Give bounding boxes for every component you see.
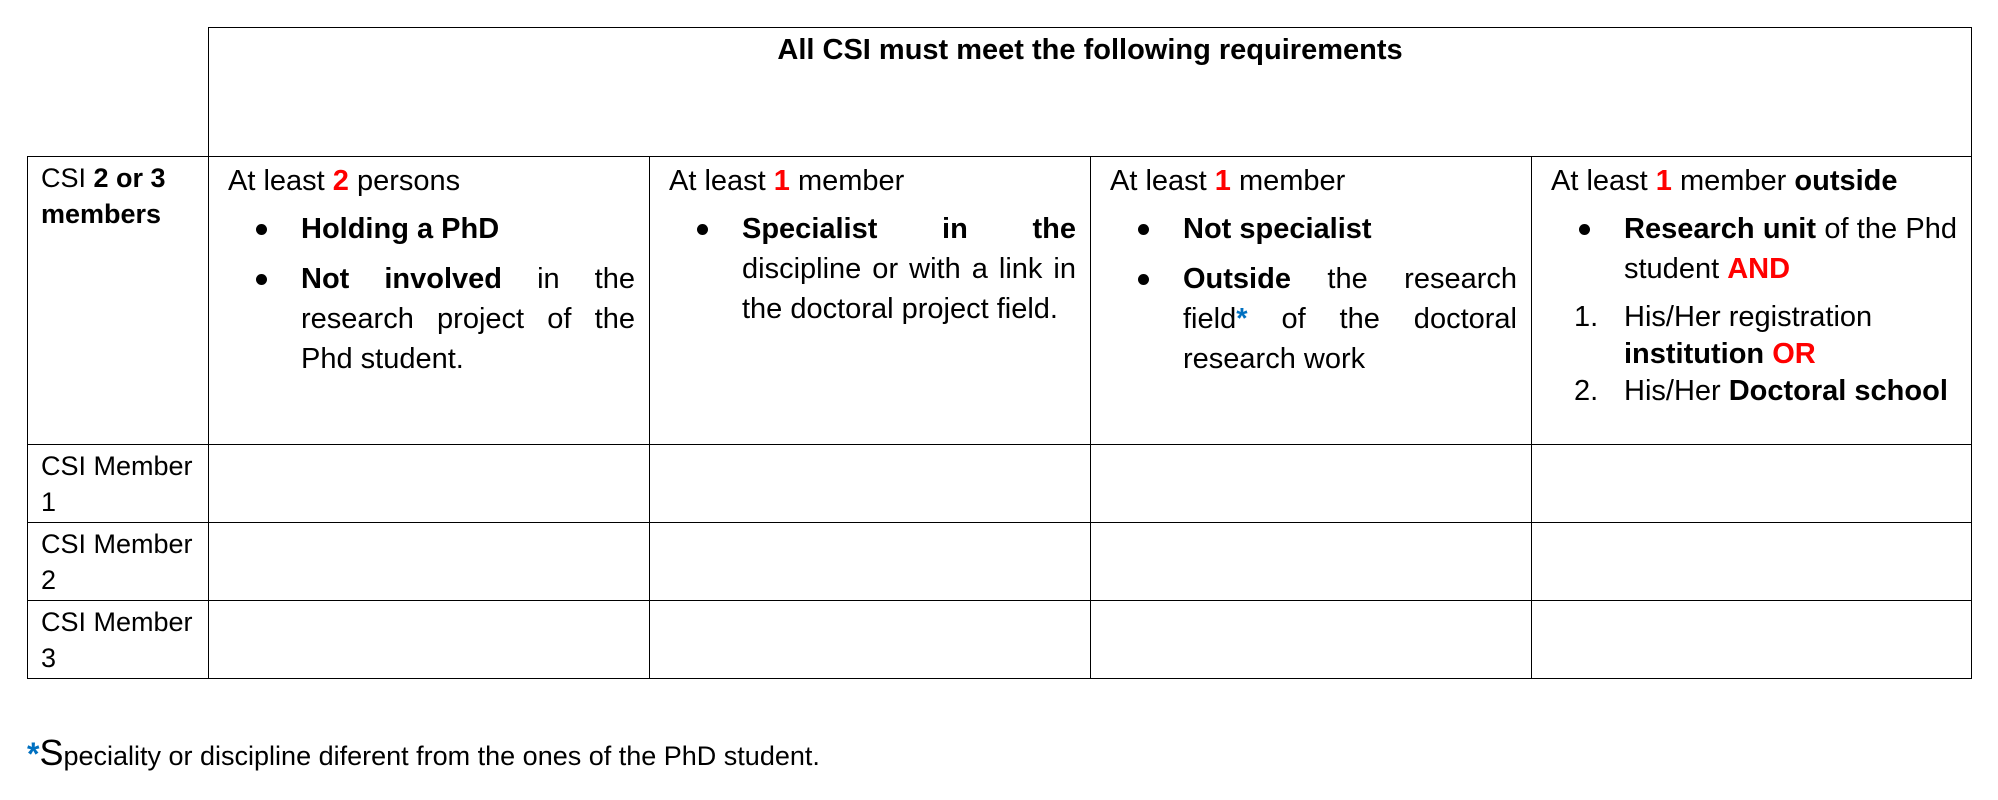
requirement-title: At least 1 member: [669, 165, 905, 197]
footnote-text: peciality or discipline diferent from the ones of the PhD student.: [63, 741, 820, 771]
table-row: [28, 523, 1972, 601]
empty-cell: [650, 445, 1091, 523]
numbered-item: 2. His/Her Doctoral school: [1574, 375, 1948, 407]
empty-cell: [1091, 523, 1532, 601]
table-row: [28, 445, 1972, 523]
empty-cell: [650, 523, 1091, 601]
requirement-title: At least 1 member: [1110, 165, 1346, 197]
list-item: Research unit of the Phd student AND: [1624, 209, 1957, 289]
requirement-title: At least 2 persons: [228, 165, 461, 197]
requirement-not-specialist: [1091, 157, 1532, 445]
table-row: [28, 601, 1972, 679]
row-label-member-1: CSI Member 1: [28, 445, 209, 523]
empty-cell: [1532, 445, 1972, 523]
empty-cell: [209, 445, 650, 523]
empty-cell: [1091, 445, 1532, 523]
row-label-member-3: CSI Member 3: [28, 601, 209, 679]
footnote-initial: S: [39, 732, 64, 773]
list-item: Not involved in the research project of the Phd student.: [301, 259, 635, 379]
requirement-title: At least 1 member outside: [1551, 165, 1898, 197]
requirement-bullet-list: [669, 209, 1076, 329]
row-label-member-2: CSI Member 2: [28, 523, 209, 601]
asterisk-marker: *: [1236, 303, 1248, 335]
requirement-specialist: [650, 157, 1091, 445]
requirement-persons-phd: [209, 157, 650, 445]
table-header: [209, 28, 1972, 157]
empty-cell: [209, 523, 650, 601]
list-item: Specialist in the discipline or with a link in the doctoral project field.: [742, 209, 1076, 329]
requirement-bullet-list: [1551, 209, 1957, 289]
footnote: [27, 732, 820, 774]
footnote-asterisk: *: [27, 736, 40, 772]
requirements-row: [28, 157, 1972, 445]
empty-corner-cell: [28, 28, 209, 157]
row-label-csi-members: CSI 2 or 3 members: [28, 157, 209, 445]
empty-cell: [1091, 601, 1532, 679]
csi-requirements-table: [27, 27, 1972, 679]
header-text: All CSI must meet the following requirements: [777, 34, 1403, 66]
list-item: Outside the research field* of the doctoral research work: [1183, 259, 1517, 379]
empty-cell: [650, 601, 1091, 679]
requirement-outside: [1532, 157, 1972, 445]
requirement-numbered-list: [1551, 299, 1957, 410]
numbered-item: 1. His/Her registration institution OR: [1574, 301, 1873, 370]
list-item: Not specialist: [1183, 209, 1517, 249]
empty-cell: [1532, 601, 1972, 679]
requirement-bullet-list: [1110, 209, 1517, 379]
empty-cell: [209, 601, 650, 679]
requirement-bullet-list: [228, 209, 635, 379]
empty-cell: [1532, 523, 1972, 601]
header-row: [28, 28, 1972, 157]
list-item: Holding a PhD: [301, 209, 635, 249]
